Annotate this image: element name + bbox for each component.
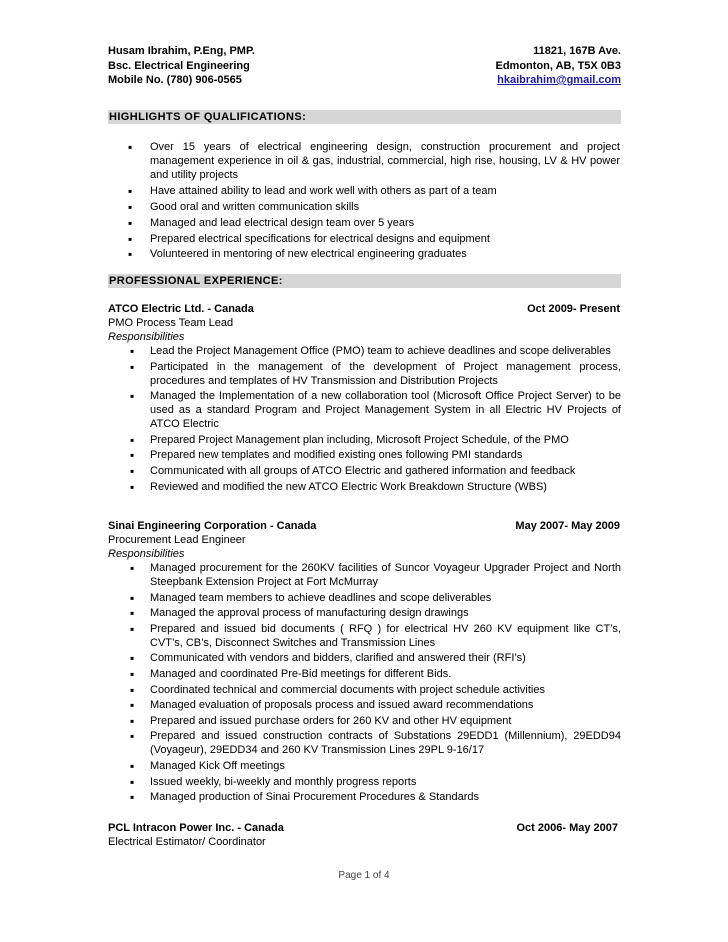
- company-name: Sinai Engineering Corporation - Canada: [108, 520, 317, 532]
- list-item: ▪ Communicated with vendors and bidders, clarified and answered their (RFI’s): [123, 651, 621, 665]
- list-item: ▪ Prepared new templates and modified existing ones following PMI standards: [123, 448, 621, 462]
- candidate-name: Husam Ibrahim, P.Eng, PMP.: [108, 45, 255, 57]
- responsibilities-label: Responsibilities: [108, 331, 185, 343]
- list-item: ▪ Reviewed and modified the new ATCO Electric Work Breakdown Structure (WBS): [123, 480, 621, 494]
- list-item: ▪ Prepared and issued bid documents ( RFQ ) for electrical HV 260 KV equipment like CT’s, CVT’s, CB’s, Disconnect Switches and Transmission Lines: [123, 622, 621, 650]
- responsibilities-label: Responsibilities: [108, 548, 185, 560]
- highlights-heading: HIGHLIGHTS OF QUALIFICATIONS:: [108, 110, 621, 124]
- list-item: ▪ Managed procurement for the 260KV facilities of Suncor Voyageur Upgrader Project and North Steepbank Extension Project at Fort McMurray: [123, 561, 621, 589]
- list-item: ▪ Prepared and issued purchase orders for 260 KV and other HV equipment: [123, 714, 621, 728]
- job-pcl: [108, 821, 621, 849]
- list-item: ▪ Coordinated technical and commercial documents with project schedule activities: [123, 683, 621, 697]
- list-item: ▪ Managed production of Sinai Procurement Procedures & Standards: [123, 790, 621, 804]
- list-item: ▪ Managed and coordinated Pre-Bid meetings for different Bids.: [123, 667, 621, 681]
- list-item: ▪ Managed evaluation of proposals process and issued award recommendations: [123, 698, 621, 712]
- company-name: ATCO Electric Ltd. - Canada: [108, 303, 254, 315]
- address-line-1: 11821, 167B Ave.: [533, 45, 621, 57]
- experience-heading: PROFESSIONAL EXPERIENCE:: [108, 274, 621, 288]
- job-role: PMO Process Team Lead: [108, 317, 234, 329]
- job-dates: Oct 2006- May 2007: [516, 822, 618, 834]
- address-line-2: Edmonton, AB, T5X 0B3: [495, 59, 621, 72]
- list-item: ▪ Managed the Implementation of a new collaboration tool (Microsoft Office Project Server) to be used as a standard Program and Project Management System in all Electric HV Projects of ATCO Electric: [123, 389, 621, 431]
- mobile-number: Mobile No. (780) 906-0565: [108, 74, 242, 86]
- company-name: PCL Intracon Power Inc. - Canada: [108, 822, 284, 834]
- list-item: ▪ Issued weekly, bi-weekly and monthly progress reports: [123, 775, 621, 789]
- job-sinai: [108, 519, 621, 806]
- list-item: ▪ Prepared and issued construction contracts of Substations 29EDD1 (Millennium), 29EDD94 (Voyageur), 29EDD34 and 260 KV Transmission Lines 29PL 9-16/17: [123, 729, 621, 757]
- job-role: Procurement Lead Engineer: [108, 534, 246, 546]
- job-role: Electrical Estimator/ Coordinator: [108, 836, 266, 848]
- job-atco: [108, 302, 621, 495]
- list-item: ▪ Communicated with all groups of ATCO Electric and gathered information and feedback: [123, 464, 621, 478]
- contact-header: [108, 44, 621, 88]
- list-item: ▪ Managed the approval process of manufacturing design drawings: [123, 606, 621, 620]
- list-item: ▪ Managed team members to achieve deadlines and scope deliverables: [123, 591, 621, 605]
- list-item: ▪ Lead the Project Management Office (PMO) team to achieve deadlines and scope deliverables: [123, 344, 621, 358]
- degree: Bsc. Electrical Engineering: [108, 59, 250, 72]
- job-dates: May 2007- May 2009: [515, 520, 620, 532]
- job-dates: Oct 2009- Present: [527, 303, 620, 315]
- email-link[interactable]: hkaibrahim@gmail.com: [497, 74, 621, 86]
- list-item: ▪ Volunteered in mentoring of new electrical engineering graduates: [123, 247, 620, 261]
- list-item: ▪ Prepared Project Management plan including, Microsoft Project Schedule, of the PMO: [123, 433, 621, 447]
- list-item: ▪ Prepared electrical specifications for electrical designs and equipment: [123, 232, 620, 246]
- highlights-list: [123, 140, 620, 263]
- list-item: ▪ Participated in the management of the development of Project management process, procedures and templates of HV Transmission and Distribution Projects: [123, 360, 621, 388]
- list-item: ▪ Managed and lead electrical design team over 5 years: [123, 216, 620, 230]
- responsibilities-list: [123, 561, 621, 804]
- list-item: ▪ Managed Kick Off meetings: [123, 759, 621, 773]
- page-number: Page 1 of 4: [338, 870, 390, 881]
- list-item: ▪ Good oral and written communication skills: [123, 200, 620, 214]
- list-item: ▪ Over 15 years of electrical engineering design, construction procurement and project management experience in oil & gas, industrial, commercial, high rise, housing, LV & HV power and utility projects: [123, 140, 620, 182]
- responsibilities-list: [123, 344, 621, 494]
- list-item: ▪ Have attained ability to lead and work well with others as part of a team: [123, 184, 620, 198]
